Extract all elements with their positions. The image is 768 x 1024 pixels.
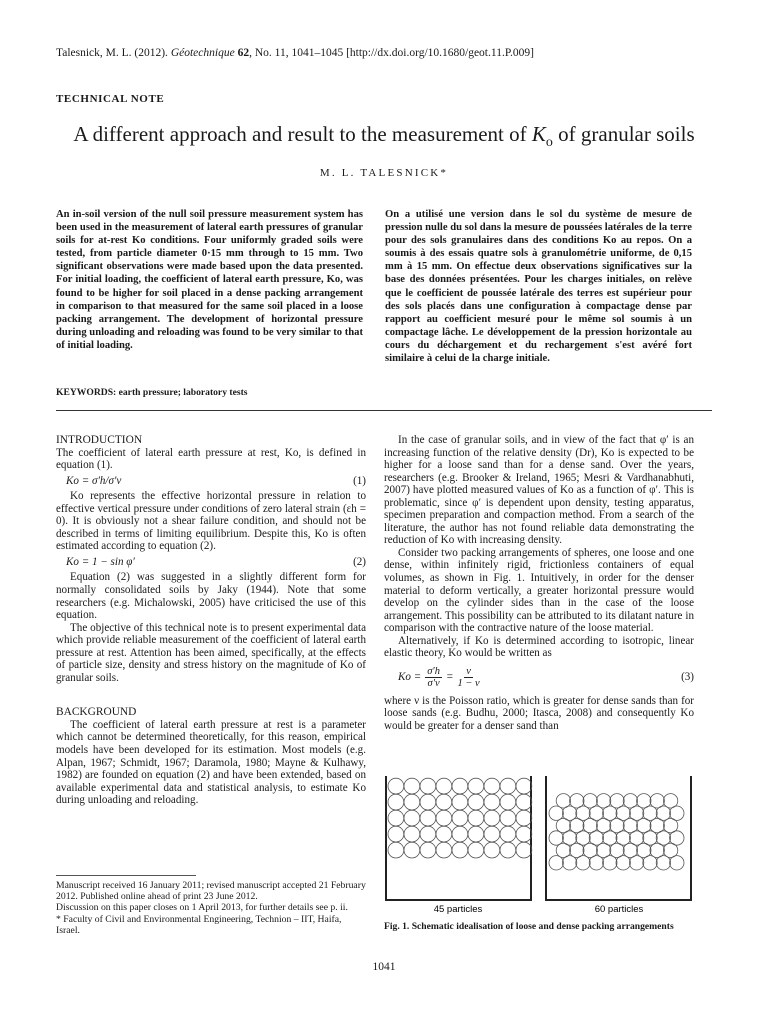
particle: [420, 794, 436, 810]
keywords: KEYWORDS: earth pressure; laboratory tests: [56, 387, 248, 398]
citation-header: [56, 46, 716, 60]
equation-1: Ko = σ′h/σ′v (1): [66, 474, 366, 487]
particle: [436, 842, 452, 858]
particle: [452, 810, 468, 826]
abstract-english: An in-soil version of the null soil pressure measurement system has been used in the measurement of lateral earth pressures of granular soils for at-rest Ko conditions. Four uniformly graded soils were tested, from particle diameter 0·15 mm through to 15 mm. Two significant observations were made based upon the data presented. For initial loading, the coefficient of lateral earth pressure, Ko, was found to be higher for soil placed in a dense packing arrangement in comparison to that measured for the same soil placed in a loose packing arrangement. The development of horizontal pressure during unloading and reloading was found to be very similar to that of initial loading.: [56, 209, 363, 351]
equation-3: Ko = $\frac{\sigma'h}{\sigma'v}$ = $\frac{\nu}{1 - \nu}$ (3): [398, 665, 694, 689]
particle: [500, 842, 516, 858]
background-paragraph-1: The coefficient of lateral earth pressure at rest is a parameter which cannot be determined theoretically, for this reason, empirical models have been developed for its estimation. Most models (e.g. Alpan, 1967; Schmidt, 1967; Daramola, 1980; Mayne & Kulhawy, 1982) are founded on equation (2) and have been extended, based on available experimental data and statistical analysis, to estimate Ko during unloading and reloading.: [56, 718, 366, 807]
page-number: 1041: [372, 961, 396, 973]
particle: [420, 826, 436, 842]
particle: [436, 810, 452, 826]
particle: [404, 794, 420, 810]
particle: [549, 831, 563, 845]
particle: [637, 794, 651, 808]
particle: [468, 842, 484, 858]
particle: [484, 842, 500, 858]
footnote-affiliation: * Faculty of Civil and Environmental Engineering, Technion – IIT, Haifa, Israel.: [56, 913, 342, 936]
particle: [556, 794, 570, 808]
intro-paragraph-2: Ko represents the effective horizontal pressure in relation to effective vertical pressure under conditions of zero lateral strain (εh = 0). It is obviously not a shear failure condition, and should not be described in terms of limiting equilibrium. Despite this, Ko is often estimated according to equation (2).: [56, 490, 366, 553]
particle: [516, 778, 532, 794]
particle: [388, 794, 404, 810]
particle: [468, 810, 484, 826]
particle: [596, 794, 610, 808]
particle: [388, 778, 404, 794]
right-paragraph-2: Consider two packing arrangements of spheres, one loose and one dense, within infinitely rigid, frictionless containers of equal volumes, as shown in Fig. 1. Intuitively, in order for the denser material to deform vertically, a greater horizontal pressure would develop on the cylinder sides than in the case of the loose arrangement. This possibility can be attributed to its dilatant nature in comparison with the contractive nature of the loose material.: [384, 546, 694, 635]
particle: [516, 794, 532, 810]
abstract-french: On a utilisé une version dans le sol du système de mesure de pression nulle du sol dans la mesure de poussées latérales de la terre pour des sols granulaires dans des conditions Ko au repos. On a soumis à des essais quatre sols à granulométrie uniforme, de 0,15 mm à 15 mm. On effectue deux observations significatives sur la base des données présentées. Pour les charges initiales, on relève que le coefficient de poussée latérale des terres est supérieur pour des sols placés dans une configuration à compactage dense par rapport au coefficient mesuré pour le même sol soumis à un compactage lâche. Le développement de la pression horizontale au cours du déchargement et du rechargement s'est avéré fort similaire à celui de la charge initiale.: [385, 209, 692, 365]
dense-packing-container: [546, 776, 691, 900]
figure-label-dense: 60 particles: [594, 904, 644, 915]
particle: [404, 842, 420, 858]
particle: [650, 794, 664, 808]
particle: [404, 826, 420, 842]
particle: [583, 794, 597, 808]
particle: [484, 778, 500, 794]
particle: [468, 794, 484, 810]
right-column: [384, 434, 694, 732]
particle: [484, 794, 500, 810]
particle: [610, 794, 624, 808]
particle: [436, 826, 452, 842]
particle: [420, 842, 436, 858]
figure-label-loose: 45 particles: [433, 904, 483, 915]
particle: [388, 810, 404, 826]
particle: [436, 778, 452, 794]
author-line: M. L. TALESNICK*: [319, 167, 449, 179]
introduction-heading: INTRODUCTION: [56, 434, 143, 446]
particle: [623, 794, 637, 808]
particle: [500, 794, 516, 810]
intro-paragraph-1: The coefficient of lateral earth pressure at rest, Ko, is defined in equation (1).: [56, 446, 366, 472]
right-paragraph-3: Alternatively, if Ko is determined according to isotropic, linear elastic theory, Ko would be written as: [384, 634, 694, 660]
particle: [484, 826, 500, 842]
particle: [500, 778, 516, 794]
particle: [500, 826, 516, 842]
particle: [468, 778, 484, 794]
packing-figure: [384, 772, 694, 917]
loose-packing-container: [386, 776, 532, 900]
citation-authors: Talesnick, M. L. (2012).: [56, 47, 168, 59]
particle: [516, 810, 532, 826]
particle: [468, 826, 484, 842]
particle: [420, 810, 436, 826]
right-paragraph-1: In the case of granular soils, and in view of the fact that φ′ is an increasing function of the relative density (Dr), Ko is expected to be higher for a loose sand than for a dense sand. Over the years, researchers (e.g. Brooker & Ireland, 1965; Mesri & Vardhanabhuti, 2007) have plotted measured values of Ko as a function of φ′. This is problematic, since φ′ is dependent upon density, testing apparatus, specimen preparation and compaction method. From a search of the literature, the author has not found reliable data demonstrating the reduction of Ko with increasing density.: [384, 434, 694, 547]
footnote-discussion: Discussion on this paper closes on 1 April 2013, for further details see p. ii.: [56, 902, 348, 914]
particle: [516, 826, 532, 842]
citation-volume: 62: [237, 47, 250, 59]
left-column: [56, 434, 366, 807]
particle: [500, 810, 516, 826]
citation-journal: Géotechnique: [170, 47, 235, 59]
particle: [388, 826, 404, 842]
paper-title: A different approach and result to the measurement of $K_o$ of granular soils: [73, 122, 695, 151]
footnotes: [56, 880, 366, 936]
right-paragraph-4: where ν is the Poisson ratio, which is greater for dense sands than for loose sands (e.g. Budhu, 2000; Itasca, 2008) and consequently Ko would be greater for a denser sand than: [384, 694, 694, 732]
particle: [549, 806, 563, 820]
particle: [404, 810, 420, 826]
particle: [484, 810, 500, 826]
particle: [404, 778, 420, 794]
footnote-received: Manuscript received 16 January 2011; revised manuscript accepted 21 February 2012. Published online ahead of print 23 June 2012.: [56, 880, 366, 903]
particle: [452, 842, 468, 858]
footnote-divider: [56, 875, 196, 876]
citation-rest: , No. 11, 1041–1045 [http://dx.doi.org/10.1680/geot.11.P.009]: [249, 47, 534, 59]
figure-caption: Fig. 1. Schematic idealisation of loose and dense packing arrangements: [384, 921, 674, 932]
particle: [436, 794, 452, 810]
particle: [420, 778, 436, 794]
background-heading: BACKGROUND: [56, 706, 137, 719]
technical-note-label: TECHNICAL NOTE: [56, 93, 165, 105]
particle: [388, 842, 404, 858]
section-divider: [56, 410, 712, 411]
particle: [452, 794, 468, 810]
intro-paragraph-4: The objective of this technical note is to present experimental data which provide reliable measurement of the coefficient of lateral earth pressure at rest. Attention has been aimed, specifically, at the effects of particle size, density and stress history on the magnitude of Ko of granular soils.: [56, 621, 366, 684]
particle: [452, 826, 468, 842]
intro-paragraph-3: Equation (2) was suggested in a slightly different form for normally consolidated soils by Jaky (1944). Note that some researchers (e.g. Michalowski, 2005) have criticised the use of this equation.: [56, 571, 366, 622]
particle: [570, 794, 584, 808]
particle: [549, 856, 563, 870]
particle: [516, 842, 532, 858]
particle: [452, 778, 468, 794]
particle: [663, 794, 677, 808]
equation-2: Ko = 1 − sin φ′ (2): [66, 555, 366, 568]
